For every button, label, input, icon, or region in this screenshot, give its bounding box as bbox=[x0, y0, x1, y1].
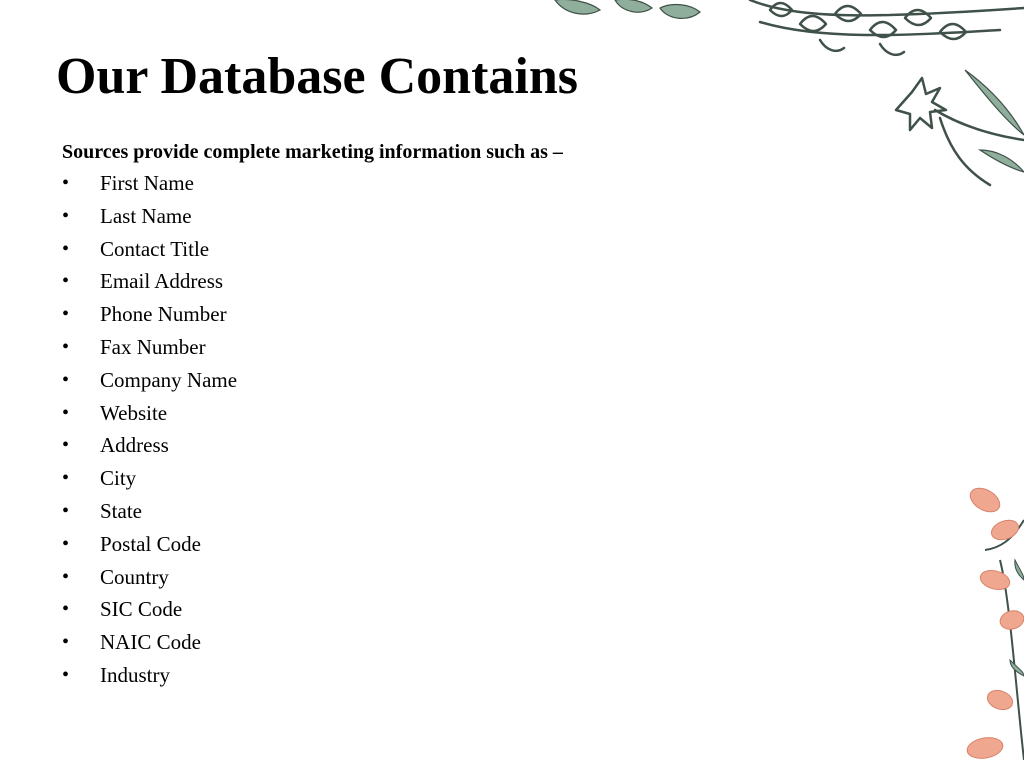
list-item-label: SIC Code bbox=[100, 597, 183, 622]
list-item-label: Company Name bbox=[100, 367, 238, 392]
list-item-label: Industry bbox=[100, 662, 170, 687]
bullet-icon: • bbox=[62, 565, 70, 588]
bullet-icon: • bbox=[62, 204, 70, 227]
bullet-icon: • bbox=[62, 598, 70, 621]
list-item-label: First Name bbox=[100, 171, 194, 195]
list-item-label: Fax Number bbox=[100, 334, 206, 359]
intro-text: Sources provide complete marketing information such as – bbox=[62, 141, 563, 163]
top-right-leaves bbox=[555, 0, 1024, 172]
bullet-icon: • bbox=[62, 303, 70, 326]
list-item-label: Email Address bbox=[100, 269, 224, 294]
list-item-label: State bbox=[100, 498, 142, 523]
bullet-icon: • bbox=[62, 368, 70, 391]
bullet-icon: • bbox=[62, 335, 70, 358]
list-item-label: City bbox=[100, 466, 137, 491]
bullet-icon: • bbox=[62, 532, 70, 555]
list-item-label: Last Name bbox=[100, 203, 192, 228]
bullet-icon: • bbox=[62, 434, 70, 457]
bullet-icon: • bbox=[62, 467, 70, 490]
bullet-icon: • bbox=[62, 631, 70, 654]
bottom-right-flower-illustration bbox=[966, 483, 1024, 761]
list-item-label: Phone Number bbox=[100, 302, 227, 327]
top-right-branch-illustration bbox=[750, 0, 1024, 185]
list-item-label: Postal Code bbox=[100, 531, 201, 556]
list-item-label: Contact Title bbox=[100, 236, 210, 261]
bullet-icon: • bbox=[62, 663, 70, 686]
bullet-icon: • bbox=[62, 172, 70, 194]
list-item-label: Website bbox=[100, 400, 168, 425]
bullet-icon: • bbox=[62, 401, 70, 424]
bullet-icon: • bbox=[62, 237, 70, 260]
list-item-label: Address bbox=[100, 433, 169, 458]
list-item-label: NAIC Code bbox=[100, 630, 201, 655]
slide-title: Our Database Contains bbox=[56, 48, 579, 105]
bullet-icon: • bbox=[62, 499, 70, 522]
bullet-icon: • bbox=[62, 270, 70, 293]
list-item-label: Country bbox=[100, 564, 169, 589]
